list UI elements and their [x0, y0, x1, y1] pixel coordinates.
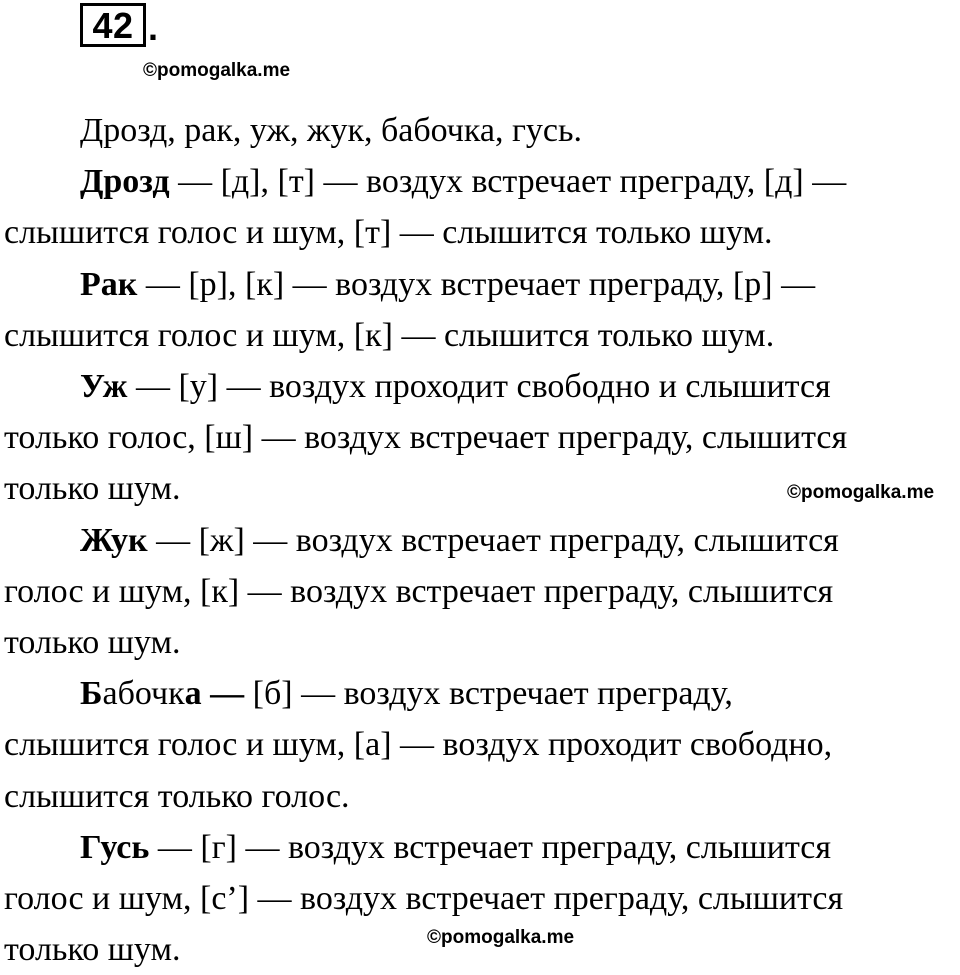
- babochka-line-0: [б] — воздух встречает преграду,: [244, 675, 733, 713]
- zhuk-line-0: — [ж] — воздух встречает преграду, слышится: [147, 521, 839, 559]
- uzh-line-0: — [у] — воздух проходит свободно и слышится: [127, 368, 831, 406]
- paragraph-zhuk: [4, 515, 960, 669]
- bold-letter-a: а —: [184, 675, 245, 713]
- word-list-line: Дрозд, рак, уж, жук, бабочка, гусь.: [80, 112, 583, 149]
- drozd-line-0: — [д], [т] — воздух встречает преграду, [д] —: [169, 163, 847, 201]
- uzh-line-1: только голос, [ш] — воздух встречает преграду, слышится: [4, 419, 848, 457]
- drozd-line-1: слышится голос и шум, [т] — слышится только шум.: [4, 214, 773, 252]
- rak-line-0: — [р], [к] — воздух встречает преграду, [р] —: [137, 265, 816, 303]
- paragraph-rak: [4, 259, 960, 361]
- babochka-line-2: слышится только голос.: [4, 777, 350, 815]
- bold-word-gus: Гусь: [80, 828, 150, 866]
- task-number-box: [80, 3, 146, 47]
- task-number: 42: [92, 5, 134, 46]
- zhuk-line-2: только шум.: [4, 624, 181, 662]
- paragraph-gus: [4, 822, 960, 975]
- gus-line-1: голос и шум, [с’] — воздух встречает преграду, слышится: [4, 880, 844, 918]
- paragraph-drozd: [4, 156, 960, 258]
- bold-word-uzh: Уж: [80, 368, 128, 406]
- bold-word-rak: Рак: [80, 265, 138, 303]
- bold-word-drozd: Дрозд: [80, 163, 170, 201]
- answer-text: [4, 105, 960, 975]
- paragraph-babochka: [4, 668, 960, 822]
- bold-letter-b: Б: [80, 675, 103, 713]
- uzh-line-2: только шум.: [4, 470, 181, 508]
- rak-line-1: слышится голос и шум, [к] — слышится только шум.: [4, 316, 775, 354]
- zhuk-line-1: голос и шум, [к] — воздух встречает преграду, слышится: [4, 572, 834, 610]
- watermark-middle: ©pomogalka.me: [787, 482, 935, 503]
- gus-line-2: только шум.: [4, 931, 181, 969]
- task-number-dot: .: [148, 7, 159, 48]
- gus-line-0: — [г] — воздух встречает преграду, слышится: [149, 828, 832, 866]
- paragraph-word-list: [4, 105, 960, 156]
- paragraph-uzh: [4, 361, 960, 515]
- watermark-bottom: ©pomogalka.me: [427, 927, 575, 948]
- babochka-line-1: слышится голос и шум, [а] — воздух проходит свободно,: [4, 726, 833, 764]
- babochka-middle: абочк: [102, 675, 185, 713]
- bold-word-zhuk: Жук: [80, 521, 148, 559]
- watermark-top: ©pomogalka.me: [143, 60, 291, 81]
